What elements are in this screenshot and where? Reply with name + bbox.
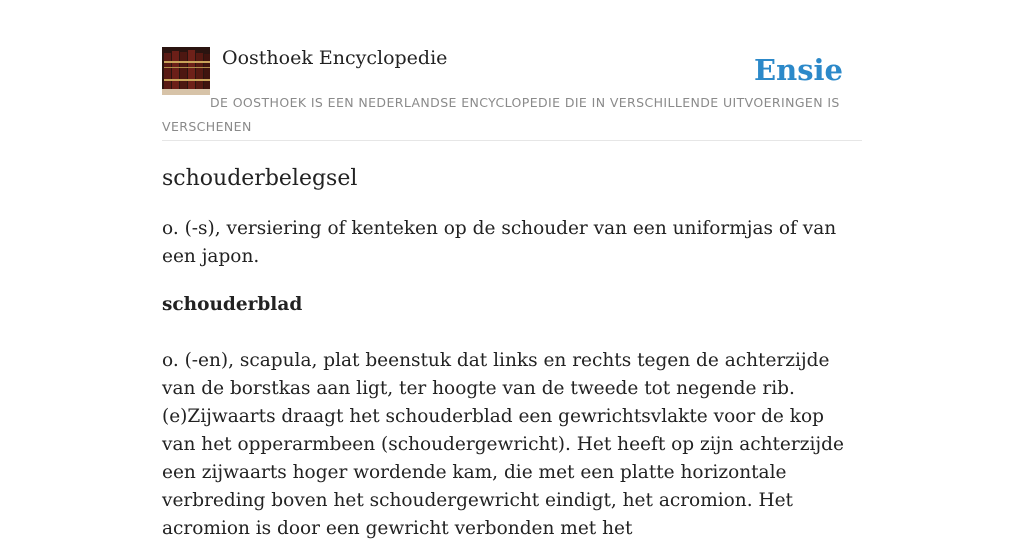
site-title[interactable]: Oosthoek Encyclopedie [222, 47, 448, 69]
encyclopedia-books-icon [162, 47, 210, 95]
subentry-title: schouderblad [162, 294, 303, 315]
site-avatar[interactable] [162, 47, 210, 95]
subentry-definition: o. (-en), scapula, plat beenstuk dat links en rechts tegen de achterzijde van de borstkas aan ligt, ter hoogte van de tweede tot negende rib. (e)Zijwaarts draagt het schouderblad een gewrichtsvlakte voor de kop van het opperarmbeen (schoudergewricht). Het heeft op zijn achterzijde een zijwaarts hoger wordende kam, die met een platte horizontale verbreding boven het schoudergewricht eindigt, het acromion. Het acromion is door een gewricht verbonden met het [162, 350, 844, 539]
site-tagline: DE OOSTHOEK IS EEN NEDERLANDSE ENCYCLOPEDIE DIE IN VERSCHILLENDE UITVOERINGEN IS VERSCHENEN [162, 95, 840, 134]
entry-definition: o. (-s), versiering of kenteken op de schouder van een uniformjas of van een japon. [162, 218, 837, 267]
site-header [162, 46, 862, 141]
entry-content [162, 163, 862, 543]
entry-title: schouderbelegsel [162, 166, 358, 191]
brand-logo[interactable]: Ensie [754, 53, 843, 87]
